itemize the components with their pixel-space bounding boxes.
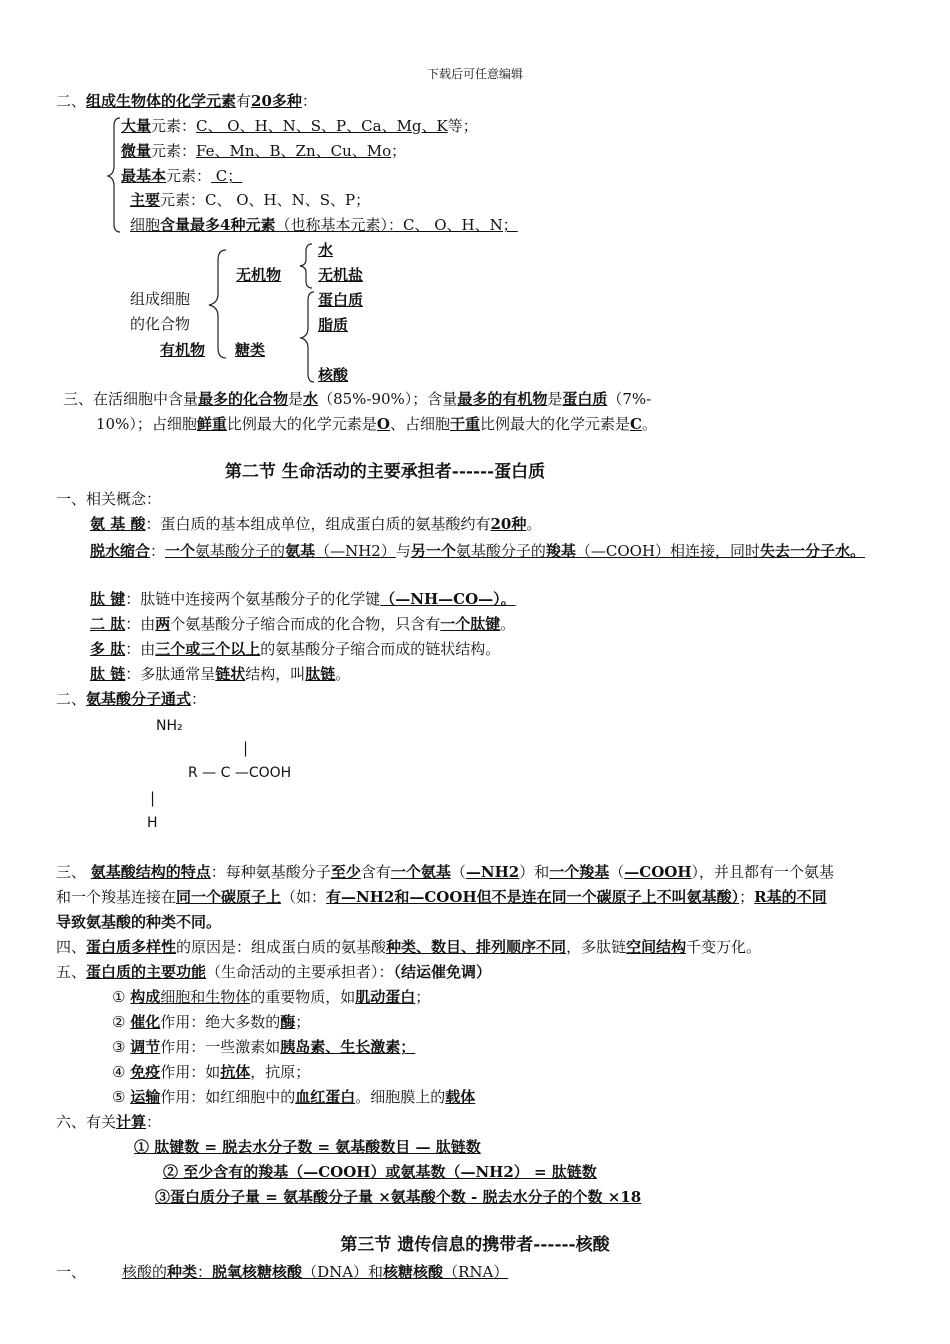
trace-elements: 微量元素：Fe、Mn、B、Zn、Cu、Mo；	[121, 142, 407, 160]
calc-heading: 六、有关计算：	[56, 1113, 162, 1131]
basic-element: 最基本元素： C；	[121, 167, 243, 185]
calc-formula-3: ③蛋白质分子量 = 氨基酸分子量 ×氨基酸个数 - 脱去水分子的个数 ×18	[155, 1188, 642, 1206]
sugar-label: 糖类	[235, 341, 266, 359]
calc-formula-1: ① 肽键数 = 脱去水分子数 = 氨基酸数目 — 肽链数	[134, 1138, 481, 1156]
functions-heading: 五、蛋白质的主要功能（生命活动的主要承担者）：（结运催免调）	[56, 963, 492, 981]
formula-heading: 二、氨基酸分子通式：	[56, 690, 207, 708]
water-label: 水	[318, 241, 334, 259]
compounds-root-1: 组成细胞	[130, 290, 191, 308]
formula-h: H	[147, 815, 158, 831]
section3-line2: 10%）；占细胞鲜重比例最大的化学元素是O、占细胞干重比例最大的化学元素是C。	[96, 415, 657, 433]
compounds-brace	[206, 248, 228, 360]
protein-section-title: 第二节 生命活动的主要承担者------蛋白质	[224, 462, 546, 482]
salt-label: 无机盐	[318, 266, 364, 284]
lipid-label: 脂质	[318, 316, 349, 334]
features-line1: 三、 氨基酸结构的特点：每种氨基酸分子至少含有一个氨基（—NH2）和一个羧基（—COOH），并且都有一个氨基	[56, 863, 835, 881]
compounds-root-2: 的化合物	[130, 315, 191, 333]
peptide-bond-def: 肽 键：肽链中连接两个氨基酸分子的化学键（—NH—CO—）。	[90, 590, 516, 608]
function-item-2: ② 催化作用：绝大多数的酶；	[112, 1013, 311, 1031]
protein-label: 蛋白质	[318, 291, 364, 309]
formula-main: R — C —COOH	[188, 765, 292, 781]
cell-four-elements: 细胞含量最多4种元素（也称基本元素）：C、 O、H、N；	[130, 216, 518, 234]
inorganic-label: 无机物	[236, 266, 282, 284]
peptide-chain-def: 肽 链：多肽通常呈链状结构，叫肽链。	[90, 665, 351, 683]
main-elements: 主要元素：C、 O、H、N、S、P；	[130, 191, 371, 209]
nucleic-types-heading: 一、	[56, 1263, 87, 1281]
organic-brace	[298, 290, 316, 384]
polypeptide-def: 多 肽：由三个或三个以上的氨基酸分子缩合而成的链状结构。	[90, 640, 501, 658]
dehydration-def: 脱水缩合：一个氨基酸分子的氨基（—NH2）与另一个氨基酸分子的羧基（—COOH）相连接，同时失去一分子水。	[90, 542, 866, 560]
function-item-1: ① 构成细胞和生物体的重要物质，如肌动蛋白；	[112, 988, 431, 1006]
function-item-4: ④ 免疫作用：如抗体，抗原；	[112, 1063, 311, 1081]
function-item-3: ③ 调节作用：一些激素如胰岛素、生长激素；	[112, 1038, 416, 1056]
features-line2: 和一个羧基连接在同一个碳原子上（如：有—NH2和—COOH但不是连在同一个碳原子上不叫氨基酸）；R基的不同	[56, 888, 827, 906]
inorganic-brace	[298, 242, 314, 290]
elements-heading: 二、组成生物体的化学元素有20多种：	[56, 92, 317, 110]
amino-acid-def: 氨 基 酸：蛋白质的基本组成单位，组成蛋白质的氨基酸约有20种。	[90, 515, 542, 533]
function-item-5: ⑤ 运输作用：如红细胞中的血红蛋白。细胞膜上的载体	[112, 1088, 476, 1106]
nucleic-section-title: 第三节 遗传信息的携带者------核酸	[340, 1235, 610, 1255]
page-header: 下载后可任意编辑	[426, 67, 523, 81]
formula-nh2: NH₂	[156, 718, 183, 734]
dipeptide-def: 二 肽：由两个氨基酸分子缩合而成的化合物，只含有一个肽键。	[90, 615, 516, 633]
formula-bar-bottom: |	[150, 789, 156, 807]
major-elements: 大量元素：C、 O、H、N、S、P、Ca、Mg、K等；	[121, 117, 478, 135]
features-line3: 导致氨基酸的种类不同。	[56, 913, 222, 931]
elements-brace	[106, 116, 122, 234]
section3-line1: 三、在活细胞中含量最多的化合物是水（85%-90%）；含量最多的有机物是蛋白质（7%-	[63, 390, 652, 408]
calc-formula-2: ② 至少含有的羧基（—COOH）或氨基数（—NH2） = 肽链数	[163, 1163, 597, 1181]
diversity-line: 四、蛋白质多样性的原因是：组成蛋白质的氨基酸种类、数目、排列顺序不同，多肽链空间结构千变万化。	[56, 938, 762, 956]
nucleic-types: 核酸的种类：脱氧核糖核酸（DNA）和核糖核酸（RNA）	[122, 1263, 509, 1281]
organic-label: 有机物	[160, 341, 206, 359]
formula-bar-top: |	[243, 739, 249, 757]
nucleic-label: 核酸	[318, 366, 349, 384]
concepts-heading: 一、相关概念：	[56, 490, 162, 508]
